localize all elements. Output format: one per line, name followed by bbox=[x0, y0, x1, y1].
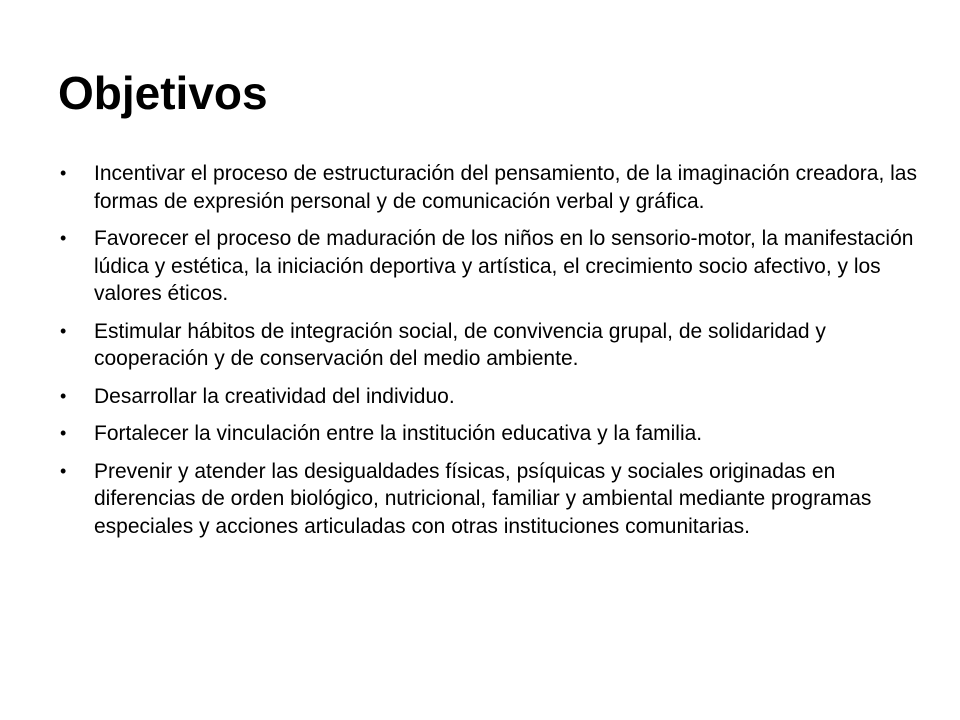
bullet-dot-icon: • bbox=[60, 163, 67, 183]
bullet-item bbox=[58, 383, 918, 411]
bullet-item bbox=[58, 458, 918, 541]
bullet-item bbox=[58, 318, 918, 373]
bullet-text: Favorecer el proceso de maduración de los niños en lo sensorio-motor, la manifestación lúdica y estética, la iniciación deportiva y artística, el crecimiento socio afectivo, y los valores éticos. bbox=[94, 227, 914, 305]
bullet-text: Incentivar el proceso de estructuración del pensamiento, de la imaginación creadora, las formas de expresión personal y de comunicación verbal y gráfica. bbox=[94, 162, 917, 213]
bullet-text: Estimular hábitos de integración social, de convivencia grupal, de solidaridad y cooperación y de conservación del medio ambiente. bbox=[94, 319, 826, 370]
bullet-item bbox=[58, 420, 918, 448]
bullet-text: Prevenir y atender las desigualdades físicas, psíquicas y sociales originadas en diferencias de orden biológico, nutricional, familiar y ambiental mediante programas especiales y acciones articuladas con otras instituciones comunitarias. bbox=[94, 459, 872, 538]
bullet-item bbox=[58, 160, 918, 215]
bullet-text: Fortalecer la vinculación entre la institución educativa y la familia. bbox=[94, 422, 703, 445]
bullet-dot-icon: • bbox=[60, 385, 67, 406]
bullet-dot-icon: • bbox=[60, 460, 67, 481]
bullet-text: Desarrollar la creatividad del individuo. bbox=[94, 384, 455, 408]
slide-title: Objetivos bbox=[58, 67, 268, 119]
bullet-dot-icon: • bbox=[60, 228, 67, 248]
bullet-item bbox=[58, 225, 918, 308]
bullet-dot-icon: • bbox=[60, 423, 67, 443]
bullet-dot-icon: • bbox=[60, 320, 67, 341]
bullet-list bbox=[58, 160, 918, 550]
